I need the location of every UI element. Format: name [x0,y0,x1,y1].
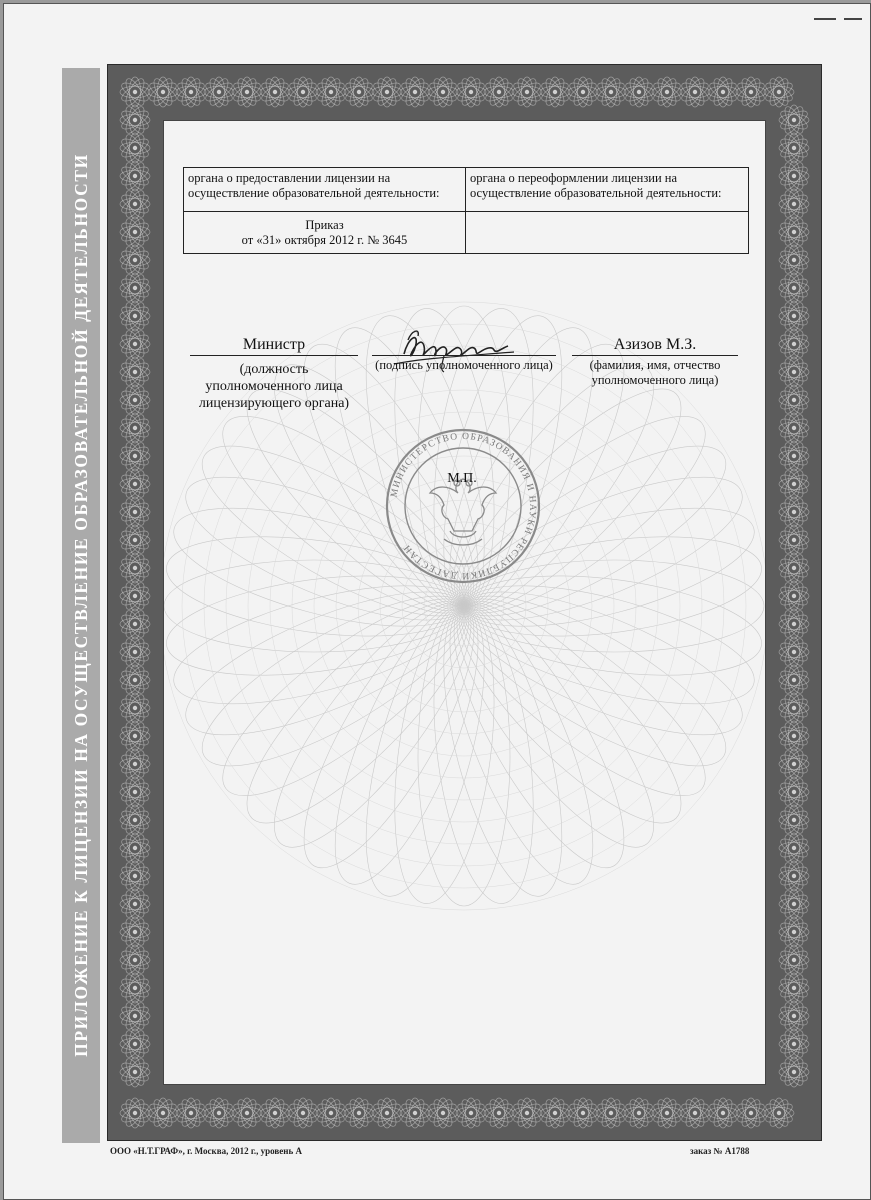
signature-caption: (подпись уполномоченного лица) [375,358,553,372]
col2-value [466,212,749,254]
position-line [190,355,358,356]
corner-mark [810,14,865,24]
name-line [572,355,738,356]
col2-header: органа о переоформлении лицензии на осуществление образовательной деятельности: [466,168,749,212]
official-seal [384,427,542,585]
order-number: заказ № А1788 [690,1146,750,1156]
background-guilloche [164,121,765,1084]
name-caption: (фамилия, имя, отчество уполномоченного лица) [589,358,721,387]
col1-header: органа о предоставлении лицензии на осуществление образовательной деятельности: [184,168,466,212]
printer-imprint: ООО «Н.Т.ГРАФ», г. Москва, 2012 г., уровень А [110,1146,302,1156]
signature-line [372,355,556,356]
order-title: Приказ [305,217,344,232]
position-caption: (должность уполномоченного лица лицензирующего органа) [198,362,350,411]
eagle-emblem [430,479,496,545]
license-order-table [183,167,749,254]
position-value: Министр [242,336,306,353]
stamp-place-label: М.П. [447,471,477,486]
order-cell [184,212,466,254]
side-title: ПРИЛОЖЕНИЕ К ЛИЦЕНЗИИ НА ОСУЩЕСТВЛЕНИЕ ОБРАЗОВАТЕЛЬНОЙ ДЕЯТЕЛЬНОСТИ [71,153,91,1057]
name-value: Азизов М.З. [613,336,697,353]
seal-text: МИНИСТЕРСТВО ОБРАЗОВАНИЯ И НАУКИ РЕСПУБЛИКИ ДАГЕСТАН [389,431,538,581]
order-date: от «31» октября 2012 г. № 3645 [241,232,408,247]
svg-text:МИНИСТЕРСТВО ОБРАЗОВАНИЯ И НАУ [389,432,537,580]
